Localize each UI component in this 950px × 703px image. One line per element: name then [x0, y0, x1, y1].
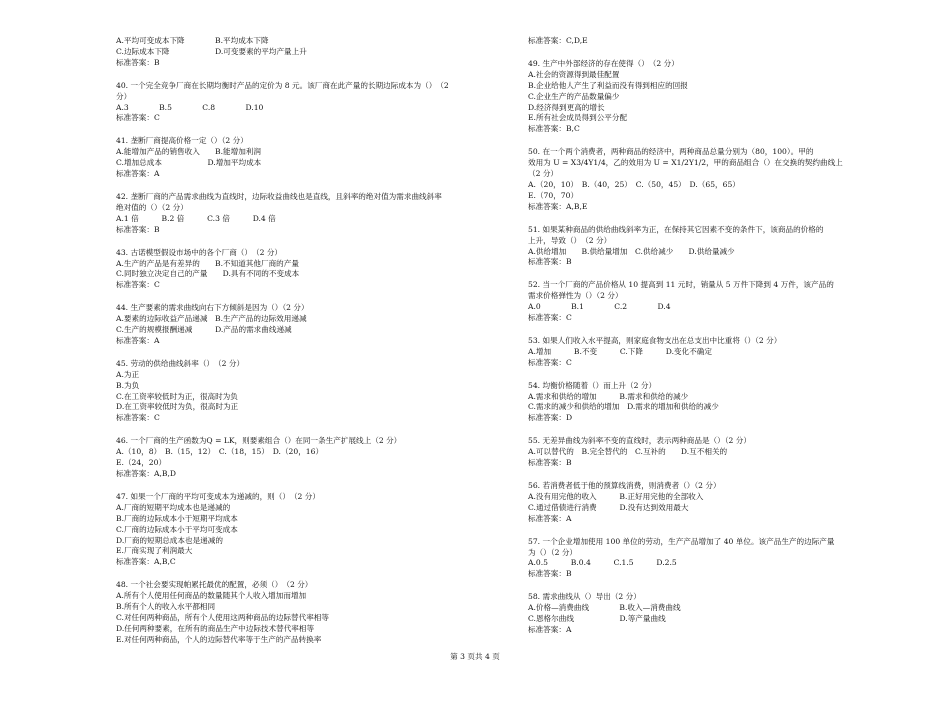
text-line: C.厂商的边际成本小于平均可变成本 [116, 524, 238, 534]
text-line: 绝对值的（）（2 分） [116, 202, 188, 212]
text-line: 44. 生产要素的需求曲线向右下方倾斜是因为（）（2 分） [116, 303, 309, 313]
text-line: 标准答案：A,B,C [116, 557, 176, 567]
text-line: C.通过借债进行消费 D.没有达到效用最大 [528, 502, 689, 512]
text-line: A.要素的边际收益产品递减 B.生产产品的边际效用递减 [116, 314, 307, 324]
text-line: 标准答案：A [116, 335, 160, 345]
text-line: A.0.5 B.0.4 C.1.5 D.2.5 [528, 558, 677, 568]
spacer [116, 69, 506, 81]
spacer [528, 580, 878, 592]
text-line: E.所有社会成员得到公平分配 [528, 113, 628, 123]
text-line: 标准答案：B [116, 57, 160, 67]
page-footer: 第 3 页共 4 页 [450, 652, 500, 661]
text-line: A.增加 B.不变 C.下降 D.变化不确定 [528, 346, 712, 356]
text-line: B.所有个人的收入水平都相同 [116, 602, 216, 612]
text-line: D.任何两种要素，在所有的商品生产中边际技术替代率相等 [116, 623, 315, 633]
text-line: 标准答案：C [116, 113, 160, 123]
text-line: 标准答案：B,C [528, 124, 580, 134]
text-line: A.厂商的短期平均成本也是递减的 [116, 502, 231, 512]
text-line: A.（10，8） B.（15，12） C.（18，15） D.（20，16） [116, 447, 324, 457]
spacer [116, 347, 506, 359]
spacer [116, 180, 506, 192]
right-column [528, 36, 878, 636]
text-line: A.所有个人使用任何商品的数量随其个人收入增加而增加 [116, 591, 307, 601]
text-line: 需求价格弹性为（）（2 分） [528, 291, 623, 301]
spacer [528, 135, 878, 147]
text-line: 49. 生产中外部经济的存在使得（） （2 分） [528, 58, 679, 68]
text-line: 标准答案：B [528, 257, 572, 267]
text-line: A.生产的产品是有差异的 B.不知道其他厂商的产量 [116, 258, 299, 268]
text-line: 标准答案：B [528, 569, 572, 579]
text-line: 标准答案：A,B,E [528, 201, 588, 211]
text-line: 标准答案：C [116, 413, 160, 423]
text-line: A.0 B.1 C.2 D.4 [528, 302, 671, 312]
spacer [528, 424, 878, 436]
text-line: （2 分） [528, 169, 559, 179]
text-line: C.企业生产的产品数量偏少 [528, 91, 620, 101]
text-line: 56. 若消费者低于他的预算线消费，则消费者（）（2 分） [528, 481, 721, 490]
spacer [528, 213, 878, 225]
text-line: D.厂商的短期总成本也是递减的 [116, 535, 223, 545]
spacer [116, 124, 506, 136]
text-line: A.供给增加 B.供给量增加 C.供给减少 D.供给量减少 [528, 246, 735, 256]
text-line: C.对任何两种商品，所有个人使用这两种商品的边际替代率相等 [116, 612, 329, 622]
text-line: 50. 在一个两个消费者，两种商品的经济中，两种商品总量分别为（80，100）。甲的 [528, 147, 814, 157]
text-line: D.经济得到更高的增长 [528, 102, 605, 112]
text-line: 51. 如果某种商品的供给曲线斜率为正，在保持其它因素不变的条件下，该商品的价格的 [528, 224, 824, 234]
text-line: 41. 垄断厂商提高价格一定（）（2 分） [116, 136, 248, 146]
text-line: C.同时独立决定自己的产量 D.具有不同的不变成本 [116, 269, 300, 279]
text-line: 标准答案：C [528, 313, 572, 323]
text-line: A.为正 [116, 369, 140, 379]
spacer [528, 268, 878, 280]
text-line: 标准答案：C,D,E [528, 36, 588, 45]
text-line: D.在工资率较低时为负，很高时为正 [116, 402, 239, 412]
text-line: 48. 一个社会要实现帕累托最优的配置，必须（） （2 分） [116, 580, 313, 590]
text-line: A.需求和供给的增加 B.需求和供给的减少 [528, 391, 689, 401]
text-line: C.需求的减少和供给的增加 D.需求的增加和供给的减少 [528, 402, 719, 412]
text-line: A.3 B.5 C.8 D.10 [116, 102, 264, 112]
spacer [116, 480, 506, 492]
text-line: C.边际成本下降 D.可变要素的平均产量上升 [116, 46, 307, 56]
text-line: E.厂商实现了利润最大 [116, 546, 193, 556]
text-line: 42. 垄断厂商的产品需求曲线为直线时，边际收益曲线也是直线，且斜率的绝对值为需求曲线斜率 [116, 191, 442, 201]
text-line: A.（20，10） B.（40，25） C.（50，45） D.（65，65） [528, 179, 740, 189]
text-line: B.企业给他人产生了利益而没有得到相应的回报 [528, 80, 688, 90]
spacer [528, 324, 878, 336]
spacer [528, 47, 878, 59]
text-line: 效用为 U = X3/4Y1/4，乙的效用为 U = X1/2Y1/2，甲的商品组合（）在交换的契约曲线上 [528, 158, 843, 168]
text-line: E.（24，20） [116, 458, 167, 468]
text-line: B.厂商的边际成本小于短期平均成本 [116, 513, 238, 523]
text-line: 分） [116, 91, 132, 101]
text-line: 47. 如果一个厂商的平均可变成本为递减的，则（） （2 分） [116, 491, 320, 501]
spacer [116, 424, 506, 436]
text-line: 标准答案：A [116, 169, 160, 179]
spacer [528, 469, 878, 481]
text-line: 标准答案：B [528, 458, 572, 468]
text-line: 46. 一个厂商的生产函数为Q = LK，则要素组合（）在同一条生产扩展线上（2 分） [116, 436, 402, 446]
text-line: 52. 当一个厂商的产品价格从 10 提高到 11 元时，销量从 5 万件下降到 4 万件，该产品的 [528, 280, 834, 290]
text-line: 标准答案：C [116, 280, 160, 290]
text-line: 57. 一个企业增加使用 100 单位的劳动，生产产品增加了 40 单位。该产品生产的边际产量 [528, 536, 835, 546]
spacer [528, 525, 878, 537]
text-line: 标准答案：A [528, 513, 572, 523]
text-line: 上升，导致（） （2 分） [528, 235, 612, 245]
text-line: A.1 倍 B.2 倍 C.3 倍 D.4 倍 [116, 213, 276, 223]
text-line: 58. 需求曲线从（）导出（2 分） [528, 592, 641, 602]
spacer [116, 291, 506, 303]
text-line: 40. 一个完全竞争厂商在长期均衡时产品的定价为 8 元。该厂商在此产量的长期边际成本为（） （2 [116, 80, 449, 90]
text-line: A.可以替代的 B.完全替代的 C.互补的 D.互不相关的 [528, 447, 728, 457]
text-line: 53. 如果人们收入水平提高，则家庭食物支出在总支出中比重将（）（2 分） [528, 335, 782, 345]
text-line: 43. 古诺模型假设市场中的各个厂商（） （2 分） [116, 247, 283, 257]
text-line: 标准答案：B [116, 224, 160, 234]
text-line: C.增加总成本 D.增加平均成本 [116, 158, 262, 168]
text-line: 55. 无差异曲线为斜率不变的直线时，表示两种商品是（）（2 分） [528, 436, 751, 446]
text-line: E.（70，70） [528, 190, 579, 200]
text-line: A.没有用完他的收入 B.正好用完他的全部收入 [528, 491, 704, 501]
text-line: C.在工资率较低时为正，很高时为负 [116, 391, 238, 401]
text-line: A.价格—消费曲线 B.收入—消费曲线 [528, 603, 681, 613]
spacer [528, 369, 878, 381]
text-line: 标准答案：A,B,D [116, 469, 176, 478]
text-line: 标准答案：D [528, 413, 573, 423]
left-column [116, 36, 506, 646]
text-line: 标准答案：C [528, 357, 572, 367]
text-line: E.对任何两种商品，个人的边际替代率等于生产的产品转换率 [116, 634, 322, 644]
text-line: 为（）（2 分） [528, 547, 578, 557]
text-line: 45. 劳动的供给曲线斜率（） （2 分） [116, 358, 245, 368]
text-line: A.能增加产品的销售收入 B.能增加利润 [116, 147, 261, 157]
text-line: 标准答案：A [528, 624, 572, 634]
text-line: B.为负 [116, 380, 140, 390]
spacer [116, 236, 506, 248]
text-line: C.恩格尔曲线 D.等产量曲线 [528, 614, 666, 624]
text-line: A.社会的资源得到最佳配置 [528, 69, 620, 79]
text-line: C.生产的规模报酬递减 D.产品的需求曲线递减 [116, 325, 292, 335]
text-line: 54. 均衡价格随着（）而上升（2 分） [528, 380, 657, 390]
spacer [116, 568, 506, 580]
text-line: A.平均可变成本下降 B.平均成本下降 [116, 36, 269, 45]
